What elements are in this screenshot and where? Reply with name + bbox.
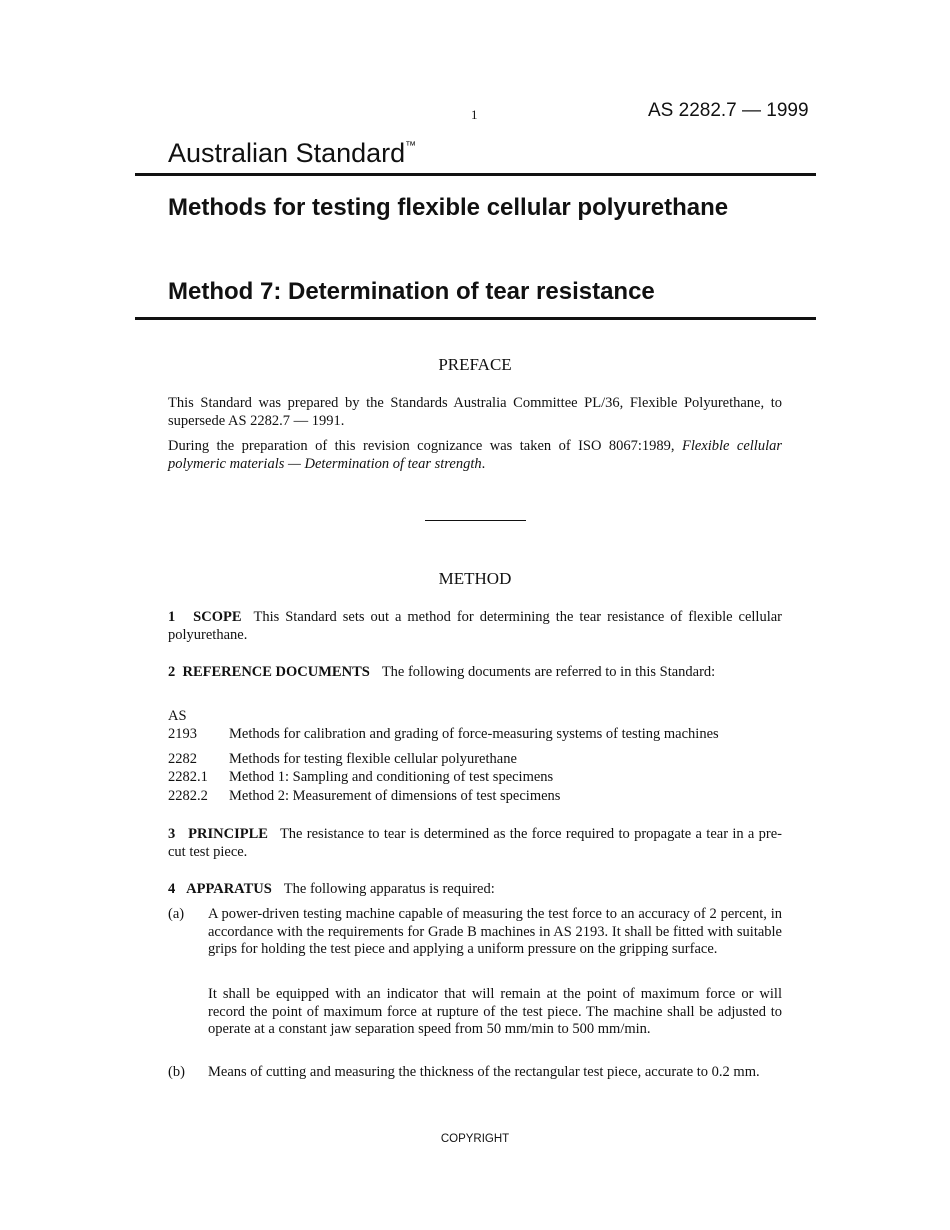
reference-code: 2282.1 (168, 769, 208, 785)
brand-text: Australian Standard (168, 138, 406, 168)
preface-heading: PREFACE (438, 355, 512, 374)
apparatus-heading: APPARATUS (186, 881, 272, 897)
reference-description: Methods for calibration and grading of force-measuring systems of testing machines (229, 726, 719, 742)
apparatus-number: 4 (168, 881, 176, 897)
iso-title: Flexible cellular polymeric materials — Determination of tear strength (168, 438, 782, 472)
method-heading: METHOD (438, 569, 512, 588)
apparatus-clause (168, 881, 782, 899)
reference-heading: REFERENCE DOCUMENTS (182, 664, 370, 680)
principle-heading: PRINCIPLE (188, 826, 268, 842)
section-divider (425, 520, 526, 521)
scope-text: This Standard sets out a method for determining the tear resistance of flexible cellular polyurethane. (168, 609, 782, 643)
page-number: 1 (471, 107, 478, 122)
reference-code: 2282 (168, 751, 197, 767)
apparatus-text: The following apparatus is required: (283, 881, 495, 897)
reference-number: 2 (168, 664, 176, 680)
document-title: Methods for testing flexible cellular polyurethane (168, 194, 729, 221)
list-item-label: (b) (168, 1064, 185, 1080)
preface-paragraph-2 (168, 438, 782, 473)
copyright-footer: COPYRIGHT (440, 1133, 510, 1145)
brand-title (168, 138, 416, 169)
list-item-text: Means of cutting and measuring the thickness of the rectangular test piece, accurate to 0.2 mm. (208, 1064, 760, 1080)
top-rule (135, 173, 816, 176)
preface-paragraph-2-text: During the preparation of this revision cognizance was taken of ISO 8067:1989, (168, 438, 682, 454)
scope-clause (168, 609, 782, 644)
principle-clause (168, 826, 782, 861)
trademark-mark: ™ (405, 140, 417, 152)
method-title: Method 7: Determination of tear resistance (168, 278, 655, 305)
reference-clause (168, 664, 782, 682)
reference-code: 2282.2 (168, 788, 208, 804)
reference-description: Method 2: Measurement of dimensions of test specimens (229, 788, 561, 804)
scope-heading: SCOPE (193, 609, 242, 625)
preface-paragraph-2-end: . (481, 455, 486, 472)
title-bottom-rule (135, 317, 816, 320)
list-item-label: (a) (168, 906, 185, 922)
document-number: AS 2282.7 — 1999 (648, 100, 809, 121)
reference-description: Methods for testing flexible cellular polyurethane (229, 751, 517, 767)
principle-text: The resistance to tear is determined as the force required to propagate a tear in a pre-cut test piece. (168, 826, 782, 860)
reference-description: Method 1: Sampling and conditioning of test specimens (229, 769, 554, 785)
scope-number: 1 (168, 609, 176, 625)
reference-text: The following documents are referred to in this Standard: (381, 664, 716, 680)
preface-paragraph-1: This Standard was prepared by the Standards Australia Committee PL/36, Flexible Polyurethane, to supersede AS 2282.7 — 1991. (168, 395, 782, 429)
reference-code: 2193 (168, 726, 197, 742)
list-item-text: It shall be equipped with an indicator that will remain at the point of maximum force or will record the point of maximum force at rupture of the test piece. The machine shall be adjusted to operate at a constant jaw separation speed from 50 mm/min to 500 mm/min. (208, 986, 782, 1037)
list-item-text: A power-driven testing machine capable of measuring the test force to an accuracy of 2 percent, in accordance with the requirements for Grade B machines in AS 2193. It shall be fitted with suitable grips for holding the test piece and applying a uniform pressure on the gripping surface. (208, 906, 782, 957)
principle-number: 3 (168, 826, 176, 842)
reference-series-label: AS (168, 708, 187, 724)
